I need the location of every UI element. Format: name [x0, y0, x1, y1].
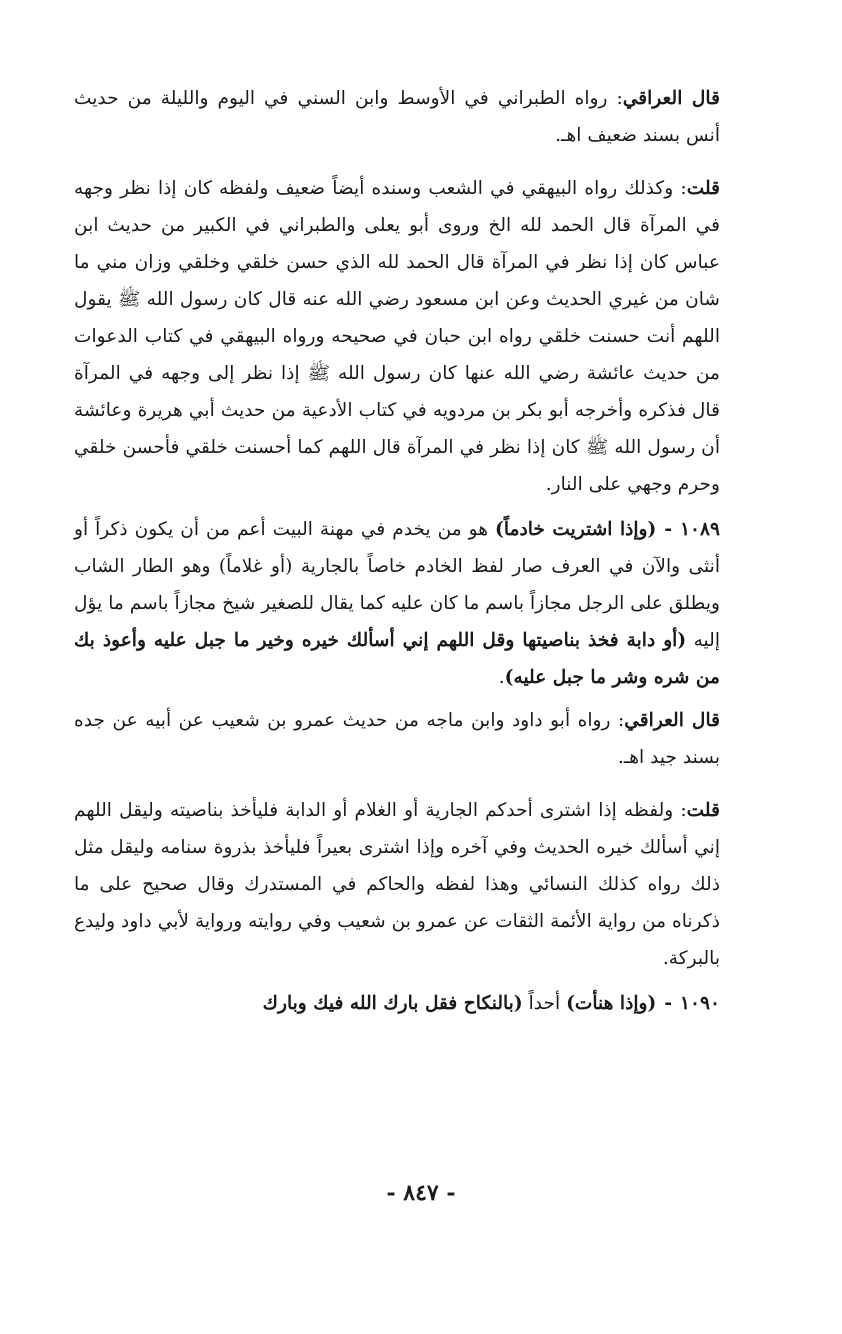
- paragraph-label: قلت: [686, 800, 720, 821]
- paragraph-label: قلت: [686, 178, 720, 199]
- paragraph-text: وكذلك رواه البيهقي في الشعب وسنده أيضاً ضعيف ولفظه كان إذا نظر وجهه في المرآة قال الحمد لله الخ وروى أبو يعلى والطبراني في الكبير من حديث ابن عباس كان إذا نظر في المرآة قال الحمد لله الذي حسن خلقي وخلقي وزان مني ما شان من غيري الحديث وعن ابن مسعود رضي الله عنه قال كان رسول الله ﷺ يقول اللهم أنت حسنت خلقي رواه ابن حبان في صحيحه ورواه البيهقي في كتاب الدعوات من حديث عائشة رضي الله عنها كان رسول الله ﷺ إذا نظر إلى وجهه في المرآة قال فذكره وأخرجه أبو بكر بن مردويه في كتاب الأدعية من حديث أبي هريرة وعائشة أن رسول الله ﷺ كان إذا نظر في المرآة قال اللهم كما أحسنت خلقي فأحسن خلقي وحرم وجهي على النار.: [74, 178, 720, 495]
- paragraph-entry-1089: ١٠٨٩-(وإذا اشتريت خادماً) هو من يخدم في مهنة البيت أعم من أن يكون ذكراً أو أنثى والآن في العرف صار لفظ الخادم خاصاً بالجارية (أو غلاماً) وهو الطار الشاب ويطلق على الرجل مجازاً باسم ما كان عليه كما يقال للصغير شيخ مجازاً باسم ما يؤل إليه (أو دابة فخذ بناصيتها وقل اللهم إني أسألك خيره وخير ما جبل عليه وأعوذ بك من شره وشر ما جبل عليه).: [74, 519, 721, 688]
- entry-bold-text: (أو دابة فخذ بناصيتها وقل اللهم إني أسألك خيره وخير ما جبل عليه وأعوذ بك من شره وشر ما جبل عليه): [74, 630, 720, 688]
- entry-dash: -: [664, 519, 673, 540]
- entry-number: ١٠٨٩: [680, 519, 721, 540]
- entry-quote: (وإذا اشتريت خادماً): [495, 519, 657, 540]
- page-number: - ٨٤٧ -: [386, 1180, 456, 1206]
- paragraph-iraqi-1: قال العراقي: رواه الطبراني في الأوسط وابن السني في اليوم والليلة من حديث أنس بسند ضعيف اهـ.: [74, 88, 720, 146]
- entry-quote: (وإذا هنأت): [566, 993, 657, 1014]
- entry-number: ١٠٩٠: [680, 993, 720, 1014]
- entry-bold-text: (بالنكاح فقل بارك الله فيك وبارك: [262, 993, 523, 1014]
- entry-dash: -: [664, 993, 673, 1014]
- paragraph-label: قال العراقي: [622, 88, 720, 109]
- page-body: [74, 80, 746, 1022]
- paragraph-entry-1090: [74, 985, 746, 1022]
- paragraph-text: هو من يخدم في مهنة البيت أعم من أن يكون ذكراً أو أنثى والآن في العرف صار لفظ الخادم خاصاً بالجارية (أو غلاماً) وهو الطار الشاب ويطلق على الرجل مجازاً باسم ما كان عليه كما يقال للصغير شيخ مجازاً باسم ما يؤل إليه: [74, 519, 720, 651]
- paragraph-text: ولفظه إذا اشترى أحدكم الجارية أو الغلام أو الدابة فليأخذ بناصيته وليقل اللهم إني أسألك خيره الحديث وفي آخره وإذا اشترى بعيراً فليأخذ بذروة سنامه وليقل مثل ذلك رواه كذلك النسائي وهذا لفظه والحاكم في المستدرك وقال صحيح على ما ذكرناه من رواية الأئمة الثقات عن عمرو بن شعيب وفي روايته ورواية لأبي داود وليدع بالبركة.: [74, 800, 720, 969]
- paragraph-qultu-2: قلت: ولفظه إذا اشترى أحدكم الجارية أو الغلام أو الدابة فليأخذ بناصيته وليقل اللهم إني أسألك خيره الحديث وفي آخره وإذا اشترى بعيراً فليأخذ بذروة سنامه وليقل مثل ذلك رواه كذلك النسائي وهذا لفظه والحاكم في المستدرك وقال صحيح على ما ذكرناه من رواية الأئمة الثقات عن عمرو بن شعيب وفي روايته ورواية لأبي داود وليدع بالبركة.: [74, 800, 720, 969]
- paragraph-qultu-1: قلت: وكذلك رواه البيهقي في الشعب وسنده أيضاً ضعيف ولفظه كان إذا نظر وجهه في المرآة قال الحمد لله الخ وروى أبو يعلى والطبراني في الكبير من حديث ابن عباس كان إذا نظر في المرآة قال الحمد لله الذي حسن خلقي وخلقي وزان مني ما شان من غيري الحديث وعن ابن مسعود رضي الله عنه قال كان رسول الله ﷺ يقول اللهم أنت حسنت خلقي رواه ابن حبان في صحيحه ورواه البيهقي في كتاب الدعوات من حديث عائشة رضي الله عنها كان رسول الله ﷺ إذا نظر إلى وجهه في المرآة قال فذكره وأخرجه أبو بكر بن مردويه في كتاب الأدعية من حديث أبي هريرة وعائشة أن رسول الله ﷺ كان إذا نظر في المرآة قال اللهم كما أحسنت خلقي فأحسن خلقي وحرم وجهي على النار.: [74, 178, 720, 495]
- paragraph-text: رواه الطبراني في الأوسط وابن السني في اليوم والليلة من حديث أنس بسند ضعيف اهـ.: [74, 88, 720, 146]
- paragraph-text: أحداً: [522, 993, 567, 1014]
- paragraph-text: رواه أبو داود وابن ماجه من حديث عمرو بن شعيب عن أبيه عن جده بسند جيد اهـ.: [74, 710, 720, 768]
- paragraph-iraqi-2: قال العراقي: رواه أبو داود وابن ماجه من حديث عمرو بن شعيب عن أبيه عن جده بسند جيد اهـ.: [74, 710, 720, 768]
- paragraph-label: قال العراقي: [624, 710, 720, 731]
